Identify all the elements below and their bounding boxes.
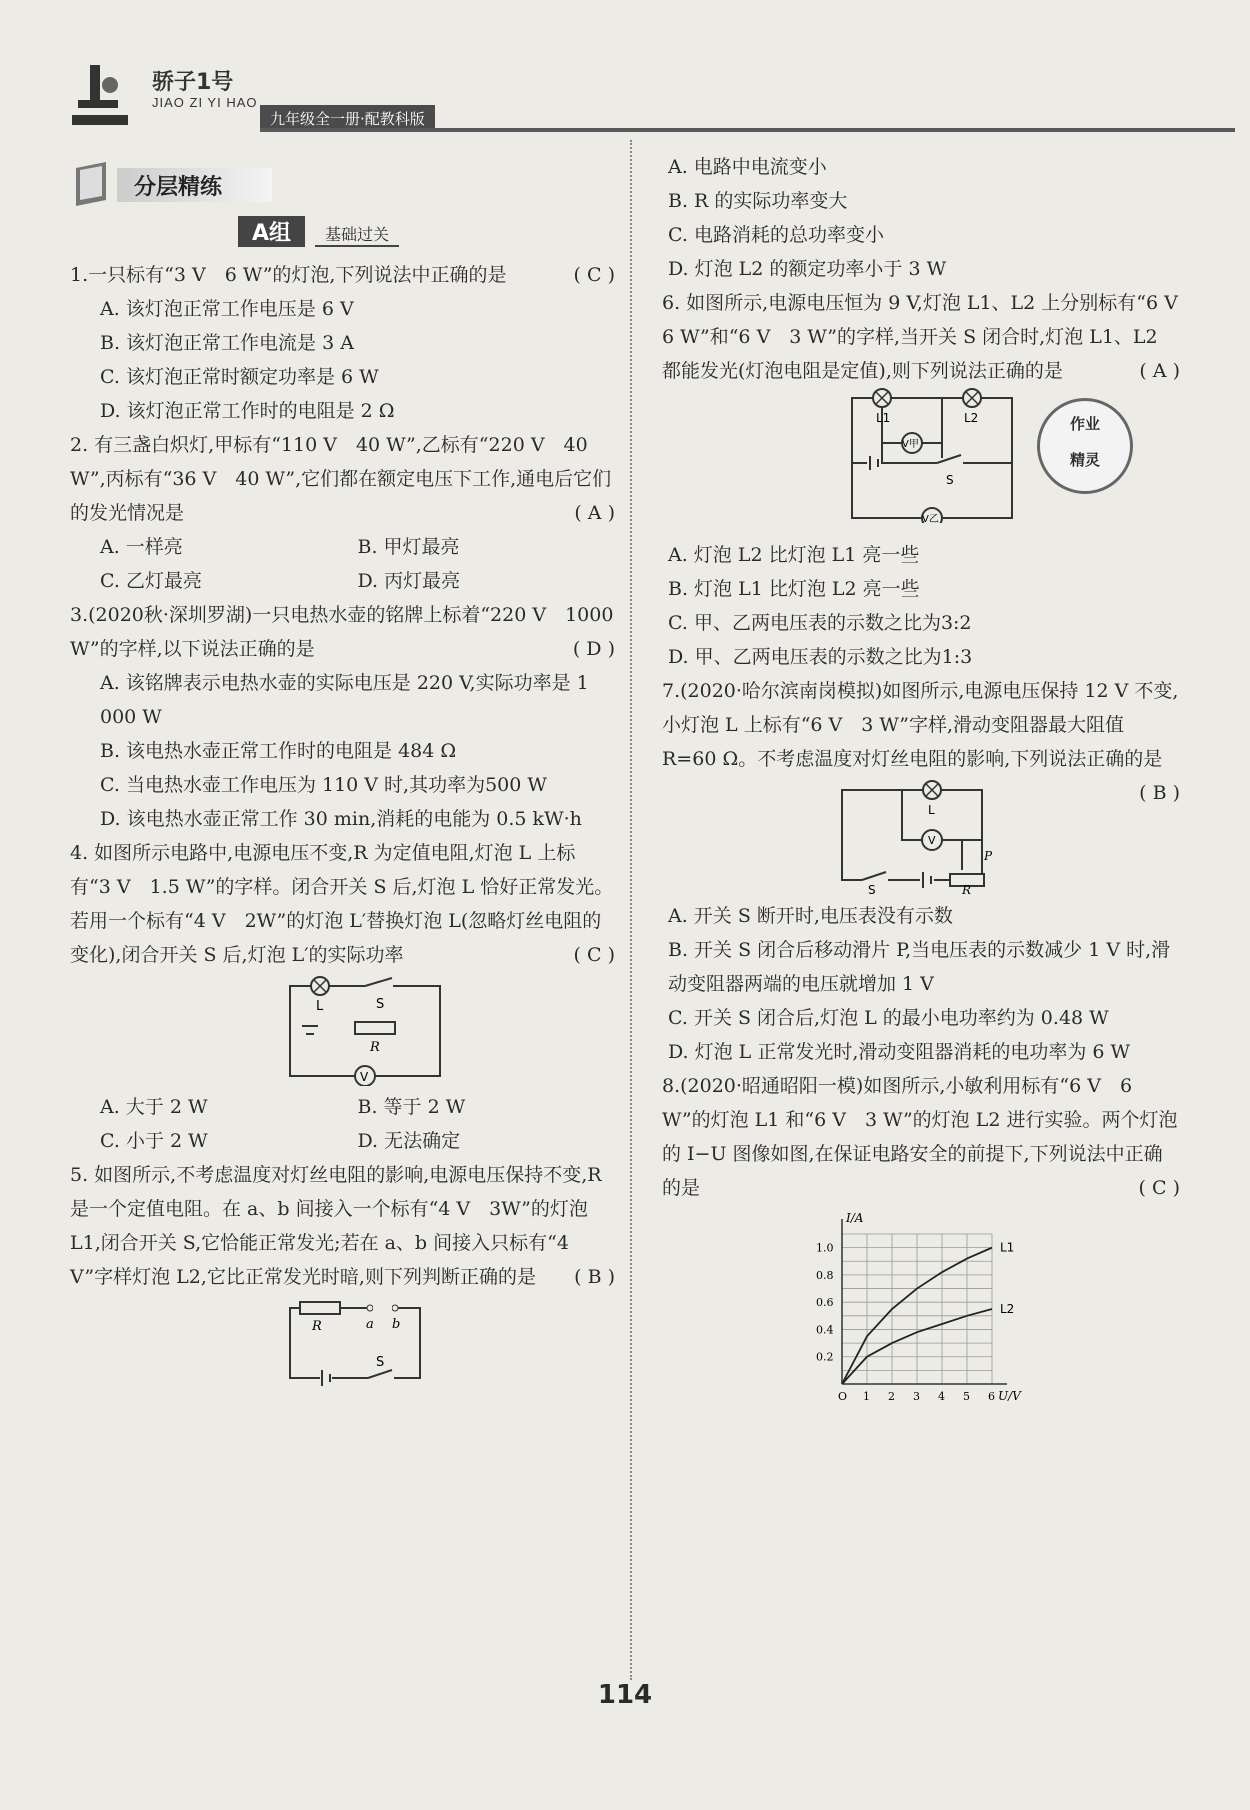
option: A. 大于 2 W [100, 1096, 208, 1118]
svg-text:L1: L1 [876, 411, 891, 425]
option: A. 开关 S 断开时,电压表没有示数 [668, 905, 953, 927]
option: C. 该灯泡正常时额定功率是 6 W [100, 366, 379, 388]
option: C. 甲、乙两电压表的示数之比为3:2 [668, 612, 972, 634]
question-5: 5. 如图所示,不考虑温度对灯丝电阻的影响,电源电压保持不变,R 是一个定值电阻。在 a、b 间接入一个标有“4 V 3W”的灯泡 L1,闭合开关 S,它恰能正常发光;若在 a、b 间接入只标有“4 V”字样灯泡 L2,它比正常发光时暗,则下列判断正确的是 ( B ) [70, 1158, 615, 1294]
right-column [662, 150, 1197, 1413]
svg-text:L: L [316, 999, 324, 1014]
svg-text:V: V [360, 1070, 369, 1084]
option: B. 灯泡 L1 比灯泡 L2 亮一些 [668, 578, 920, 600]
answer: ( B ) [574, 1266, 615, 1288]
header-rule [260, 128, 1235, 132]
x-tick-label: 1 [863, 1390, 870, 1403]
option: C. 开关 S 闭合后,灯泡 L 的最小电功率约为 0.48 W [668, 1007, 1109, 1029]
y-tick-label: 1.0 [816, 1241, 834, 1255]
svg-text:S: S [376, 997, 385, 1012]
option: D. 丙灯最亮 [357, 570, 461, 592]
series-label-L2: L2 [1000, 1302, 1015, 1316]
x-axis-label: U/V [998, 1389, 1021, 1403]
book-icon [72, 160, 116, 208]
answer: ( A ) [1139, 360, 1180, 382]
brand-name: 骄子1号 [152, 70, 234, 95]
option: D. 灯泡 L 正常发光时,滑动变阻器消耗的电功率为 6 W [668, 1041, 1131, 1063]
book-tag: 九年级全一册·配教科版 [260, 105, 435, 132]
option: C. 当电热水壶工作电压为 110 V 时,其功率为500 W [100, 774, 547, 796]
x-tick-label: 6 [988, 1390, 995, 1403]
option: B. 开关 S 闭合后移动滑片 P,当电压表的示数减少 1 V 时,滑动变阻器两端的电压就增加 1 V [668, 939, 1171, 995]
svg-text:S: S [868, 883, 876, 895]
answer: ( C ) [573, 944, 615, 966]
option: D. 该电热水壶正常工作 30 min,消耗的电能为 0.5 kW·h [100, 808, 582, 830]
answer: ( C ) [1138, 1177, 1180, 1199]
svg-text:V: V [928, 834, 936, 847]
svg-text:R: R [962, 883, 972, 895]
question-1: 1.一只标有“3 V 6 W”的灯泡,下列说法中正确的是 ( C ) [70, 258, 615, 292]
svg-text:R: R [370, 1040, 380, 1055]
microscope-icon [70, 60, 130, 130]
option: B. 该电热水壶正常工作时的电阻是 484 Ω [100, 740, 457, 762]
svg-text:P: P [984, 849, 993, 863]
question-2: 2. 有三盏白炽灯,甲标有“110 V 40 W”,乙标有“220 V 40 W”,丙标有“36 V 40 W”,它们都在额定电压下工作,通电后它们的发光情况是 ( A ) [70, 428, 615, 530]
option: C. 乙灯最亮 [100, 570, 202, 592]
option: B. 该灯泡正常工作电流是 3 A [100, 332, 354, 354]
question-4: 4. 如图所示电路中,电源电压不变,R 为定值电阻,灯泡 L 上标有“3 V 1.5 W”的字样。闭合开关 S 后,灯泡 L 恰好正常发光。若用一个标有“4 V 2W”的灯泡 L′替换灯泡 L(忽略灯丝电阻的变化),闭合开关 S 后,灯泡 L′的实际功率 ( C ) [70, 836, 615, 972]
svg-text:L2: L2 [964, 411, 979, 425]
svg-text:V甲: V甲 [902, 439, 919, 450]
section-title: 分层精练 [72, 160, 272, 208]
question-7: 7.(2020·哈尔滨南岗模拟)如图所示,电源电压保持 12 V 不变,小灯泡 L 上标有“6 V 3 W”字样,滑动变阻器最大阻值 R=60 Ω。不考虑温度对灯丝电阻的影响,下列说法正确的是 ( B ) [662, 674, 1180, 776]
x-tick-label: O [838, 1390, 848, 1403]
series-label-L1: L1 [1000, 1240, 1015, 1255]
svg-text:V乙: V乙 [922, 514, 939, 523]
option: A. 一样亮 [100, 536, 183, 558]
y-tick-label: 0.6 [816, 1296, 834, 1310]
x-tick-label: 5 [963, 1390, 970, 1403]
brand-english: JIAO ZI YI HAO [152, 95, 258, 110]
circuit-diagram-q7 [832, 780, 1022, 895]
option: D. 该灯泡正常工作时的电阻是 2 Ω [100, 400, 395, 422]
y-tick-label: 0.2 [816, 1350, 834, 1364]
question-8: 8.(2020·昭通昭阳一模)如图所示,小敏利用标有“6 V 6 W”的灯泡 L1 和“6 V 3 W”的灯泡 L2 进行实验。两个灯泡的 I−U 图像如图,在保证电路安全的前提下,下列说法中正确的是 ( C ) [662, 1069, 1180, 1205]
page-number: 114 [597, 1680, 653, 1710]
option: A. 该灯泡正常工作电压是 6 V [100, 298, 354, 320]
option: A. 灯泡 L2 比灯泡 L1 亮一些 [668, 544, 920, 566]
option: D. 灯泡 L2 的额定功率小于 3 W [668, 258, 947, 280]
option: B. R 的实际功率变大 [668, 190, 848, 212]
option: D. 无法确定 [357, 1130, 461, 1152]
x-tick-label: 3 [913, 1390, 920, 1403]
question-6: 6. 如图所示,电源电压恒为 9 V,灯泡 L1、L2 上分别标有“6 V 6 W”和“6 V 3 W”的字样,当开关 S 闭合时,灯泡 L1、L2 都能发光(灯泡电阻是定值),则下列说法正确的是 ( A ) [662, 286, 1180, 388]
page-header [60, 55, 1180, 135]
column-divider [630, 140, 632, 1680]
x-tick-label: 4 [938, 1390, 945, 1403]
y-tick-label: 0.8 [816, 1268, 834, 1282]
option: A. 该铭牌表示电热水壶的实际电压是 220 V,实际功率是 1 000 W [100, 672, 589, 728]
option: B. 等于 2 W [357, 1096, 466, 1118]
answer: ( B ) [1139, 782, 1180, 804]
option: C. 小于 2 W [100, 1130, 208, 1152]
left-column [70, 258, 615, 1392]
svg-text:S: S [946, 473, 954, 487]
answer: ( D ) [572, 638, 615, 660]
circuit-diagram-q5 [280, 1298, 430, 1388]
y-tick-label: 0.4 [816, 1323, 834, 1337]
circuit-diagram-q6 [842, 388, 1032, 523]
option: A. 电路中电流变小 [668, 156, 827, 178]
x-tick-label: 2 [888, 1390, 895, 1403]
group-label: A组 基础过关 [238, 216, 399, 247]
svg-text:S: S [376, 1355, 385, 1370]
svg-text:L: L [928, 803, 935, 817]
answer: ( A ) [574, 502, 615, 524]
question-3: 3.(2020秋·深圳罗湖)一只电热水壶的铭牌上标着“220 V 1000 W”的字样,以下说法正确的是 ( D ) [70, 598, 615, 666]
iu-chart [812, 1209, 1032, 1409]
svg-text:a: a [366, 1317, 374, 1332]
answer: ( C ) [573, 264, 615, 286]
homework-stamp: 作业 精灵 [1037, 398, 1133, 494]
svg-text:b: b [392, 1317, 401, 1332]
circuit-diagram-q4 [280, 976, 450, 1086]
y-axis-label: I/A [846, 1211, 864, 1225]
svg-text:R: R [312, 1319, 322, 1334]
option: C. 电路消耗的总功率变小 [668, 224, 884, 246]
option: D. 甲、乙两电压表的示数之比为1:3 [668, 646, 973, 668]
option: B. 甲灯最亮 [357, 536, 460, 558]
